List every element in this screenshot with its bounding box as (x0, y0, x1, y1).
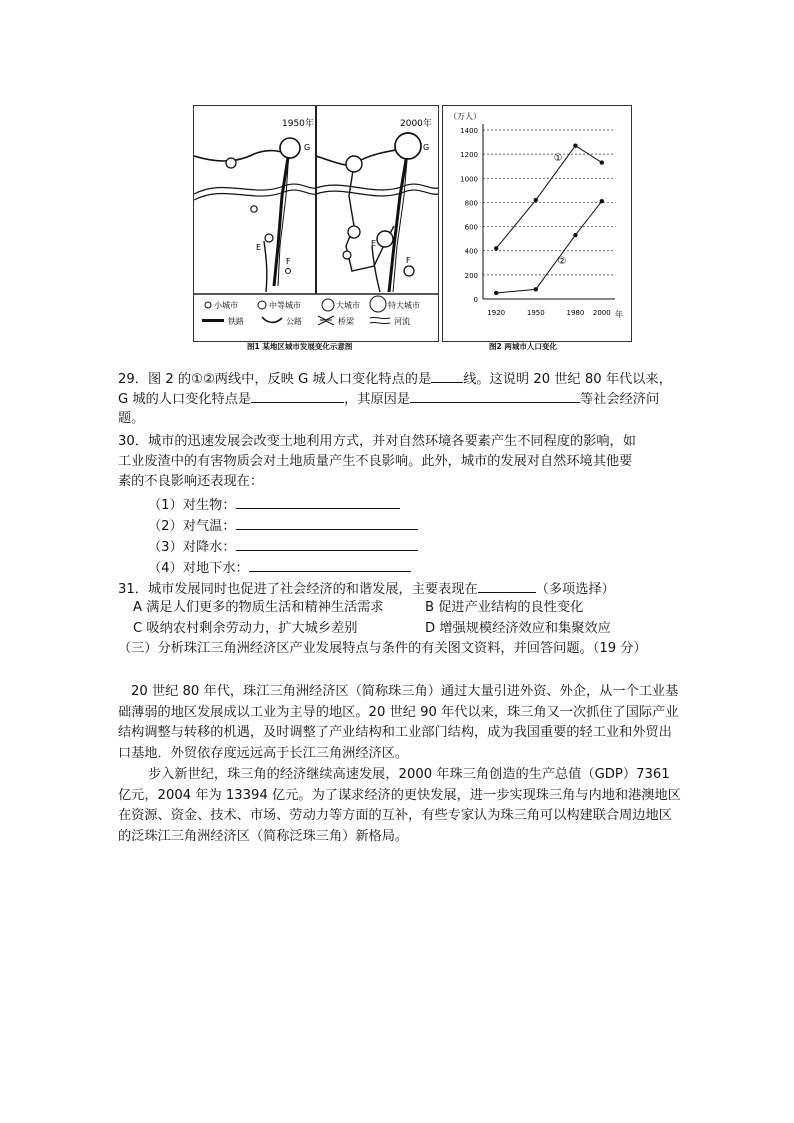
chart-point (573, 233, 577, 237)
q30-line2: 工业废渣中的有害物质会对土地质量产生不良影响。此外，城市的发展对自然环境其他要 (118, 454, 633, 469)
chart-ytick-label: 200 (464, 271, 478, 280)
q30-item-label: （1）对生物： (148, 498, 236, 513)
section3-paragraph-2: 步入新世纪，珠三角的经济继续高速发展，2000 年珠三角创造的生产总值（GDP）7361 亿元，2004 年为 13394 亿元。为了谋求经济的更快发展，进一步实现珠三角与内地和港澳地区在资源、资金、技术、市场、劳动力等方面的互补，有些专家认为珠三角可以构建联合周边地区的泛珠江三角洲经济区（简称泛珠三角）新格局。 (118, 767, 681, 844)
q31-text: 31．城市发展同时也促进了社会经济的和谐发展，主要表现在 (118, 582, 478, 597)
legend-mega-city-symbol (370, 296, 386, 312)
year-1950-label: 1950年 (282, 119, 314, 129)
city-e-2000 (377, 231, 393, 247)
city-e-label: E (371, 239, 377, 248)
chart-point (534, 198, 538, 202)
chart-point (600, 160, 604, 164)
river-line (194, 184, 316, 194)
city-f-1950 (286, 269, 291, 274)
chart-series-label: ① (553, 152, 563, 164)
city-g-label: G (423, 143, 430, 152)
legend-railway-symbol (202, 319, 224, 322)
q30-item-biology (148, 494, 400, 517)
q31-option-a[interactable]: A 满足人们更多的物质生活和精神生活需求 (133, 600, 384, 615)
chart-series-label: ② (557, 256, 567, 268)
legend-highway: 公路 (286, 317, 302, 326)
city-g-label: G (304, 143, 311, 152)
city-e-1950 (265, 234, 273, 242)
chart-xtick-label: 1980 (566, 309, 585, 317)
q30-line3: 素的不良影响还表现在： (118, 474, 264, 489)
legend-large-city-symbol (322, 299, 334, 311)
chart-point (573, 143, 577, 147)
legend-mega-city: 特大城市 (388, 301, 420, 310)
q29-blank-line[interactable] (431, 368, 463, 383)
legend-large-city: 大城市 (336, 301, 360, 310)
legend-small-city: 小城市 (214, 301, 238, 310)
legend-highway-symbol (262, 317, 282, 322)
legend-bridge-symbol (318, 316, 334, 325)
q29-blank-reason[interactable] (410, 388, 580, 403)
map-1950-panel (194, 117, 316, 292)
q31-option-c[interactable]: C 吸纳农村剩余劳动力，扩大城乡差别 (133, 621, 358, 636)
legend-bridge: 桥梁 (338, 317, 354, 326)
q29-text: 29．图 2 的①②两线中，反映 G 城人口变化特点的是 (118, 372, 432, 387)
city-f-label: F (406, 256, 411, 265)
q29-text: 线。这说明 20 世纪 80 年代以来， (463, 372, 672, 387)
legend-small-city-symbol (205, 302, 211, 308)
legend-railway: 铁路 (228, 317, 244, 326)
city-g-1950 (280, 138, 300, 158)
q30-item-groundwater (148, 557, 411, 580)
chart-ytick-label: 800 (464, 199, 478, 208)
chart-ytick-label: 400 (464, 247, 478, 256)
chart-xlabel: 年 (615, 310, 623, 319)
q29-text: G 城的人口变化特点是 (118, 392, 252, 407)
river-line (316, 184, 438, 190)
q29-line3: 题。 (118, 411, 145, 426)
highway-road (372, 246, 380, 292)
year-2000-label: 2000年 (400, 119, 432, 129)
chart-svg (443, 106, 631, 341)
q31-option-b[interactable]: B 促进产业结构的良性变化 (425, 600, 584, 615)
chart-series-line-1 (496, 146, 602, 249)
city-small (343, 251, 351, 259)
chart-xtick-label: 1950 (526, 309, 545, 317)
city-g-2000 (395, 133, 421, 159)
chart-point (494, 291, 498, 295)
q30-blank-temperature[interactable] (236, 515, 418, 530)
chart-ytick-label: 1400 (460, 127, 478, 135)
q31-option-d[interactable]: D 增强规模经济效应和集聚效应 (425, 621, 611, 636)
q30-line1: 30．城市的迅速发展会改变土地利用方式，并对自然环境各要素产生不同程度的影响，如 (118, 434, 636, 449)
city-development-map (193, 105, 439, 342)
city-f-label: F (286, 257, 291, 266)
legend-medium-city-symbol (258, 301, 266, 309)
q31-text: （多项选择） (535, 582, 615, 597)
figure2-caption: 图2 两城市人口变化 (489, 342, 557, 351)
river-line (316, 190, 438, 196)
figure-area (193, 105, 623, 355)
section3-heading: （三）分析珠江三角洲经济区产业发展特点与条件的有关图文资料，并回答问题。（19 分） (118, 641, 647, 656)
city-f-2000 (404, 266, 414, 276)
chart-point (534, 287, 538, 291)
map-legend (202, 296, 420, 326)
city-e-label: E (256, 243, 262, 252)
q29-text: 等社会经济问 (580, 392, 660, 407)
q29-text: ，其原因是 (344, 392, 411, 407)
chart-xtick-label: 2000 (592, 309, 611, 317)
chart-point (600, 199, 604, 203)
q30-item-label: （4）对地下水： (148, 561, 249, 576)
chart-series-line-2 (496, 201, 602, 293)
q30-item-label: （2）对气温： (148, 519, 236, 534)
q29-blank-feature[interactable] (251, 388, 344, 403)
q31-blank[interactable] (478, 578, 536, 593)
q29-line2 (118, 388, 659, 411)
q30-item-temperature (148, 515, 418, 538)
chart-ytick-label: 0 (473, 296, 478, 304)
legend-river: 河流 (394, 317, 410, 326)
chart-ylabel: （万人） (449, 112, 481, 121)
legend-medium-city: 中等城市 (269, 301, 301, 310)
q30-blank-precipitation[interactable] (236, 536, 418, 551)
highway-road (346, 164, 394, 271)
figure1-caption: 图1 某地区城市发展变化示意图 (247, 342, 353, 351)
chart-xticks (487, 309, 610, 317)
chart-yticks (460, 127, 478, 304)
chart-ytick-label: 1200 (460, 151, 478, 160)
city-small (226, 158, 236, 168)
chart-ytick-label: 600 (464, 223, 478, 232)
chart-grid (483, 124, 615, 299)
section3-paragraph-1: 20 世纪 80 年代，珠江三角洲经济区（简称珠三角）通过大量引进外资、外企，从一个工业基础薄弱的地区发展成以工业为主导的地区。20 世纪 90 年代以来，珠三角又一次抓住了国际产业结构调整与转移的机遇，及时调整了产业结构和工业部门结构，成为我国重要的轻工业和外贸出口基地．外贸依存度远远高于长江三角洲经济区。 (118, 684, 679, 761)
chart-xtick-label: 1920 (487, 309, 506, 317)
population-chart (442, 105, 632, 342)
q30-blank-biology[interactable] (236, 494, 400, 509)
city-medium (348, 226, 360, 238)
legend-river-symbol (370, 317, 390, 323)
q30-item-label: （3）对降水： (148, 540, 236, 555)
map-2000-panel (316, 117, 438, 292)
q30-item-precipitation (148, 536, 418, 559)
city-small (251, 206, 257, 212)
chart-point (494, 246, 498, 250)
city-medium (346, 156, 362, 172)
q30-blank-groundwater[interactable] (249, 557, 411, 572)
highway-road (194, 151, 289, 161)
highway-road (264, 241, 267, 292)
chart-ytick-label: 1000 (460, 175, 478, 184)
chart-series (494, 143, 604, 295)
river-line (194, 190, 316, 200)
